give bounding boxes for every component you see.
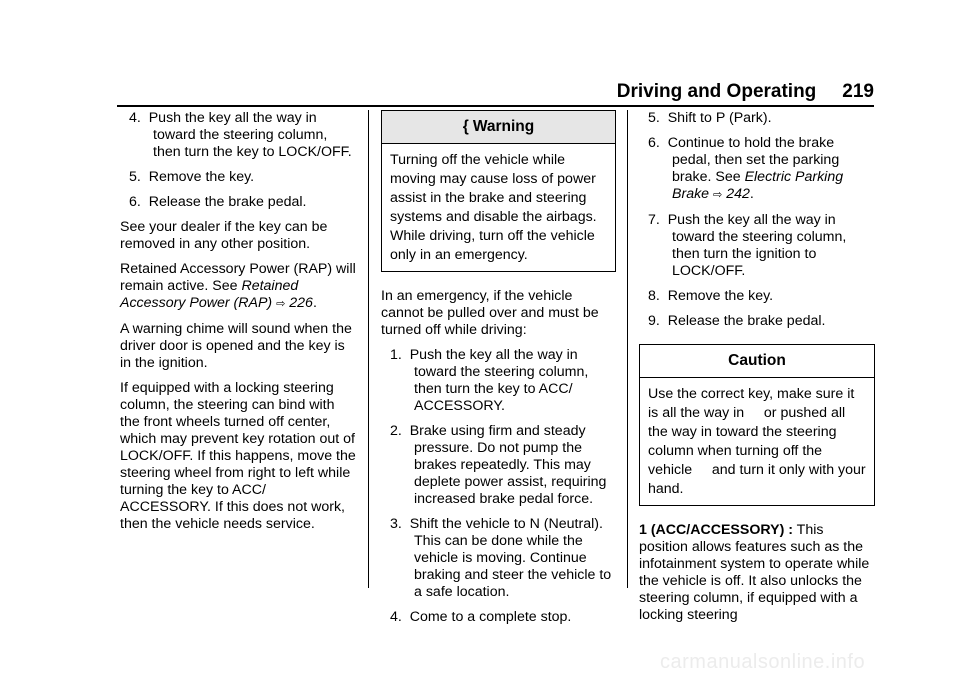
- emergency-step-4: 4. Come to a complete stop.: [390, 609, 572, 625]
- header-rule: [117, 105, 874, 107]
- warning-header: [382, 111, 615, 144]
- page-ref-icon: ⇨: [713, 189, 723, 201]
- caution-box: [639, 344, 875, 506]
- dealer-paragraph: See your dealer if the key can be removed in any other position.: [120, 219, 328, 252]
- caution-body: Use the correct key, make sure it is all the way in or pushed all the way in toward the steering column when turning off the vehicle and turn it only with your hand.: [648, 386, 866, 497]
- step-5-remove-key: 5. Remove the key.: [129, 169, 255, 185]
- acc-paragraph: [639, 522, 875, 624]
- section-title: Driving and Operating: [616, 81, 817, 102]
- step-4-lock: 4. Push the key all the way in toward the steering column, then turn the key to LOCK/OFF.: [129, 110, 352, 160]
- step-7-ignition: 7. Push the key all the way in toward the steering column, then turn the ignition to LOCK/OFF.: [648, 212, 847, 279]
- column-3: [639, 110, 875, 632]
- page-number: 219: [842, 81, 874, 102]
- page-header: [617, 83, 874, 100]
- acc-term: 1 (ACC/ACCESSORY) :: [639, 522, 793, 538]
- steering-paragraph: If equipped with a locking steering column, the steering can bind with the front wheels turned off center, which may prevent key rotation out of LOCK/OFF. If this happens, move the steering wheel from right to left while turning the key to ACC/ ACCESSORY. If this does not work, then the vehicle needs service.: [120, 380, 356, 532]
- warning-box: [381, 110, 616, 272]
- warning-title: Warning: [472, 118, 535, 135]
- warning-body: Turning off the vehicle while moving may cause loss of power assist in the brake and steering systems and disable the airbags. While driving, turn off the vehicle only in an emergency.: [390, 152, 597, 263]
- emergency-intro: In an emergency, if the vehicle cannot be pulled over and must be turned off while driving:: [381, 288, 599, 338]
- step-6-release-brake: 6. Release the brake pedal.: [129, 194, 307, 210]
- step-6-parking-brake: 6. Continue to hold the brake pedal, then set the parking brake. See Electric Parking Brake ⇨ 242.: [648, 135, 844, 202]
- warning-icon: {: [462, 118, 469, 135]
- caution-header: Caution: [640, 345, 874, 378]
- step-8-remove-key: 8. Remove the key.: [648, 288, 774, 304]
- rap-link[interactable]: Retained Accessory Power (RAP): [120, 278, 299, 311]
- column-divider-2: [627, 110, 628, 588]
- acc-text: This position allows features such as the infotainment system to operate while the vehicle is off. It also unlocks the steering column, if equipped with a locking steering: [639, 522, 870, 623]
- step-5-park: 5. Shift to P (Park).: [648, 110, 772, 126]
- column-2: [381, 110, 616, 634]
- chime-paragraph: A warning chime will sound when the driver door is opened and the key is in the ignition.: [120, 321, 352, 371]
- rap-paragraph: Retained Accessory Power (RAP) will remain active. See Retained Accessory Power (RAP) ⇨ 226.: [120, 261, 356, 311]
- watermark: carmanualsonline.info: [660, 651, 866, 673]
- step-9-release-brake: 9. Release the brake pedal.: [648, 313, 826, 329]
- column-divider-1: [368, 110, 369, 588]
- rap-text: Retained Accessory Power (RAP) will remain active. See: [120, 261, 356, 294]
- parking-brake-link[interactable]: Electric Parking Brake: [672, 169, 844, 202]
- column-1: [120, 110, 356, 541]
- emergency-step-1: 1. Push the key all the way in toward the steering column, then turn the key to ACC/ ACCESSORY.: [390, 347, 589, 414]
- emergency-step-3: 3. Shift the vehicle to N (Neutral). This can be done while the vehicle is moving. Continue braking and steer the vehicle to a safe location.: [390, 516, 612, 600]
- page-ref-icon: ⇨: [276, 298, 286, 310]
- emergency-step-2: 2. Brake using firm and steady pressure. Do not pump the brakes repeatedly. This may deplete power assist, requiring increased brake pedal force.: [390, 423, 607, 507]
- rap-page-link[interactable]: 226: [289, 295, 313, 311]
- parking-brake-page-link[interactable]: 242: [726, 186, 750, 202]
- step-6-text: 6. Continue to hold the brake pedal, then set the parking brake. See: [648, 135, 840, 185]
